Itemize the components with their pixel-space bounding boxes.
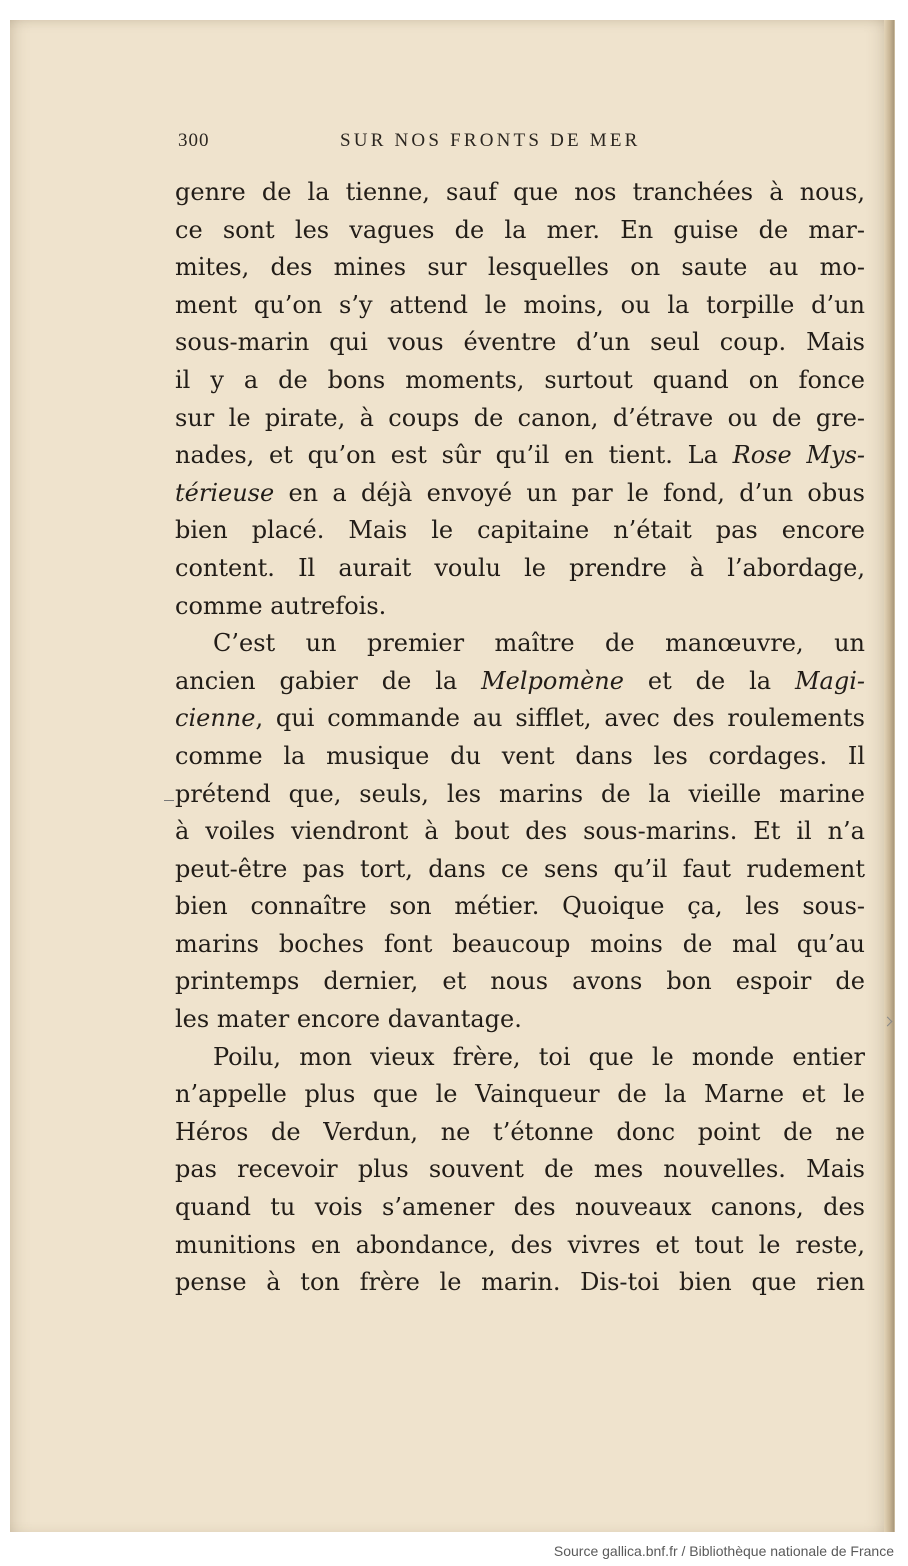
line-segment: genre de la tienne, sauf que nos tranchées à nous, [175, 178, 865, 206]
line-segment: , qui commande au sifflet, avec des roulements [255, 704, 865, 733]
line-segment: Héros de Verdun, ne t’étonne donc point de ne [175, 1117, 865, 1146]
text-line [175, 700, 865, 738]
italic-title: Melpomène [481, 666, 624, 695]
text-line [175, 1114, 865, 1152]
text-line [175, 212, 865, 250]
italic-title: Rose Mys- [732, 441, 865, 470]
page-number: 300 [178, 130, 210, 151]
text-line [175, 888, 865, 926]
text-line [175, 738, 865, 776]
line-segment: et de la [623, 666, 795, 695]
line-segment: nades, et qu’on est sûr qu’il en tient. La [175, 441, 733, 470]
text-line [175, 1151, 865, 1189]
running-title: SUR NOS FRONTS DE MER [340, 130, 641, 151]
line-segment: comme la musique du vent dans les cordages. Il [175, 741, 865, 770]
source-attribution: Source gallica.bnf.fr / Bibliothèque nationale de France [553, 1543, 894, 1559]
line-segment: comme autrefois. [175, 591, 387, 620]
line-segment: ment qu’on s’y attend le moins, ou la torpille d’un [175, 290, 865, 319]
line-segment: marins boches font beaucoup moins de mal qu’au [175, 929, 865, 958]
margin-mark-dash [164, 800, 174, 801]
line-segment: content. Il aurait voulu le prendre à l’abordage, [175, 553, 865, 582]
text-line [175, 1227, 865, 1265]
line-segment: printemps dernier, et nous avons bon espoir de [175, 967, 865, 996]
text-line [175, 437, 865, 475]
line-segment: en a déjà envoyé un par le fond, d’un obus [274, 478, 865, 507]
text-line [175, 512, 865, 550]
line-segment: les mater encore davantage. [175, 1005, 522, 1034]
page-edge-shadow [884, 20, 894, 1532]
text-line [175, 400, 865, 438]
text-line [175, 926, 865, 964]
italic-title: cienne [175, 704, 256, 733]
line-segment: ancien gabier de la [175, 666, 482, 695]
text-line [175, 324, 865, 362]
line-segment: n’appelle plus que le Vainqueur de la Marne et le [175, 1080, 865, 1109]
line-segment: sur le pirate, à coups de canon, d’étrave ou de gre- [175, 403, 865, 432]
line-segment: quand tu vois s’amener des nouveaux canons, des [175, 1193, 865, 1222]
line-segment: Poilu, mon vieux frère, toi que le monde entier [213, 1042, 865, 1071]
text-line [175, 475, 865, 513]
body-text [175, 174, 865, 1302]
line-segment: il y a de bons moments, surtout quand on fonce [175, 365, 865, 394]
line-segment: mites, des mines sur lesquelles on saute au mo- [175, 253, 865, 282]
italic-title: Magi- [794, 666, 865, 695]
line-segment: peut-être pas tort, dans ce sens qu’il faut rudement [175, 854, 865, 883]
line-segment: pense à ton frère le marin. Dis-toi bien que rien [175, 1268, 865, 1297]
text-line [175, 813, 865, 851]
running-header [178, 130, 718, 160]
text-line [175, 963, 865, 1001]
text-line [175, 1264, 865, 1302]
text-line [175, 1001, 865, 1039]
line-segment: pas recevoir plus souvent de mes nouvelles. Mais [175, 1155, 865, 1184]
text-line [175, 588, 865, 626]
line-segment: à voiles viendront à bout des sous-marins. Et il n’a [175, 817, 865, 846]
text-line [175, 1039, 865, 1077]
line-segment: munitions en abondance, des vivres et tout le reste, [175, 1230, 865, 1259]
text-line [175, 174, 865, 212]
text-line [175, 249, 865, 287]
line-segment: bien placé. Mais le capitaine n’était pas encore [175, 516, 865, 545]
line-segment: prétend que, seuls, les marins de la vieille marine [175, 779, 865, 808]
text-line [175, 1189, 865, 1227]
text-line [175, 625, 865, 663]
text-line [175, 663, 865, 701]
text-line [175, 776, 865, 814]
text-line [175, 1076, 865, 1114]
text-line [175, 287, 865, 325]
line-segment: bien connaître son métier. Quoique ça, les sous- [175, 892, 865, 921]
text-line [175, 851, 865, 889]
text-line [175, 362, 865, 400]
line-segment: sous-marin qui vous éventre d’un seul coup. Mais [175, 328, 865, 357]
line-segment: C’est un premier maître de manœuvre, un [213, 629, 865, 658]
italic-title: térieuse [175, 478, 275, 507]
text-line [175, 550, 865, 588]
line-segment: ce sont les vagues de la mer. En guise de mar- [175, 215, 865, 244]
